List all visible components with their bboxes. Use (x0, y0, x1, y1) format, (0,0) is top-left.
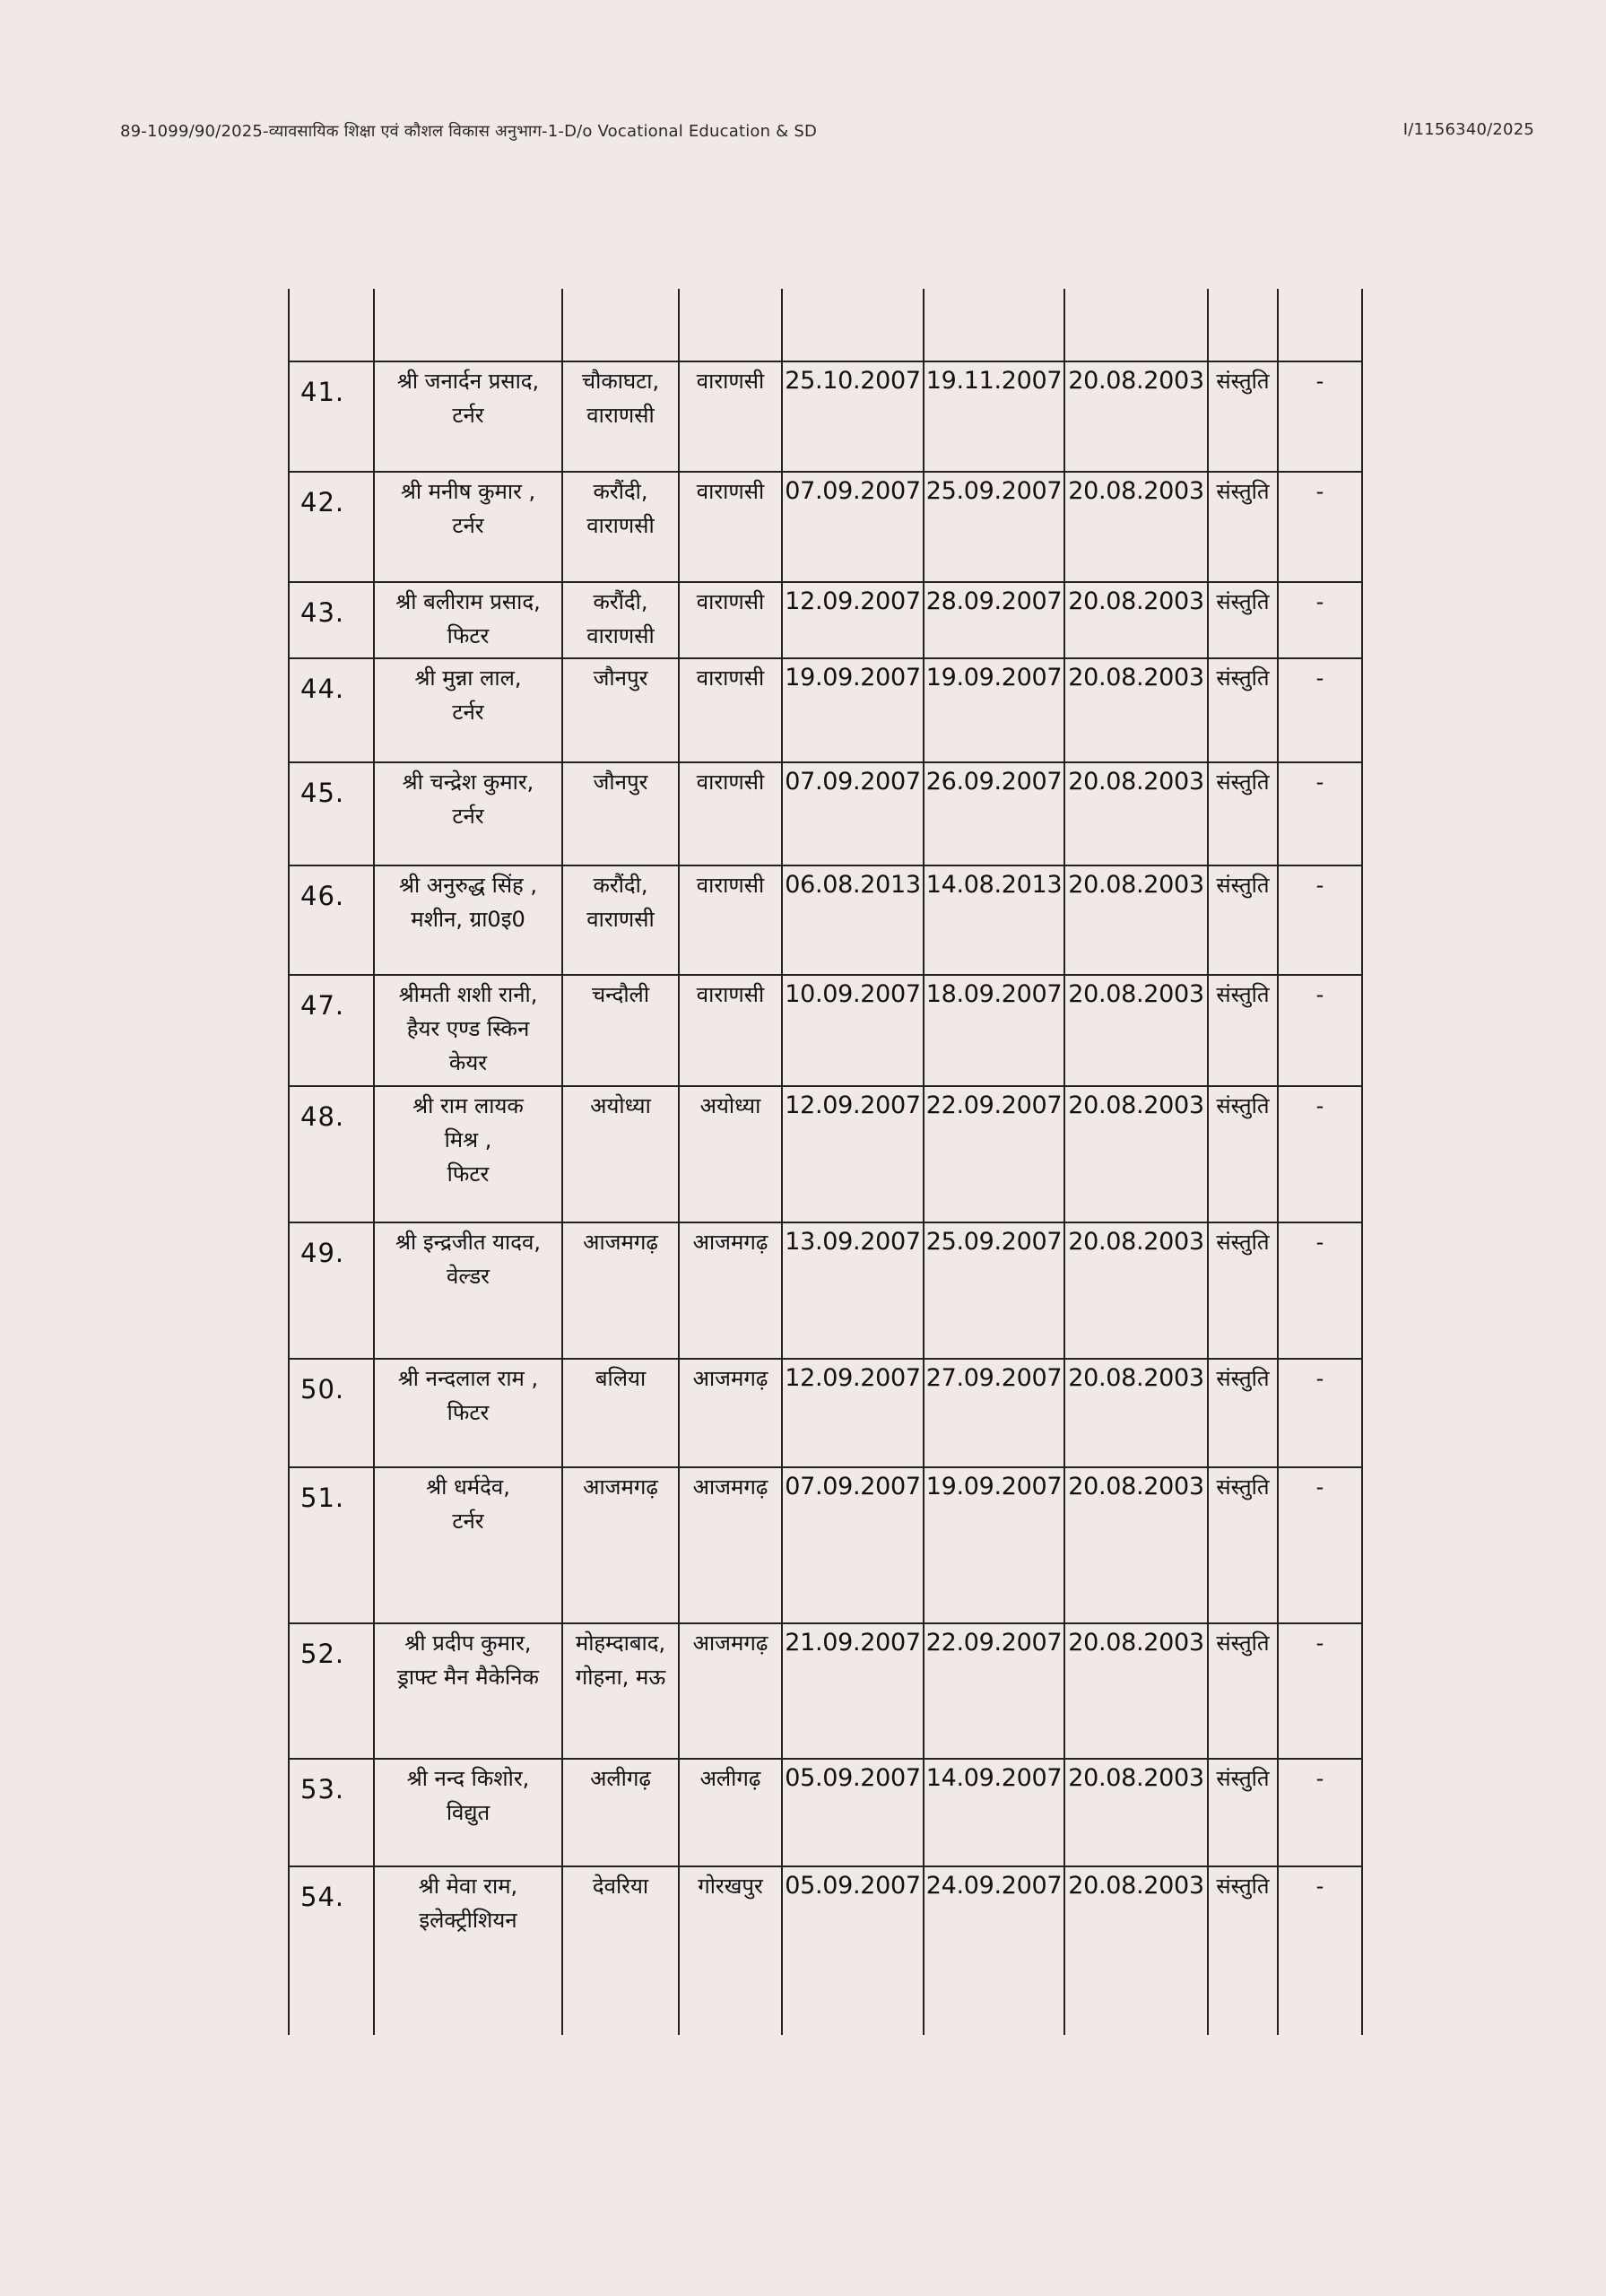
district: आजमगढ़ (679, 1222, 782, 1359)
table-row (289, 1866, 1362, 2035)
remark: - (1278, 1086, 1362, 1222)
place: करौंदी, (593, 873, 648, 898)
status: संस्तुति (1208, 472, 1278, 582)
place-cell (562, 975, 679, 1086)
trade: ड्राफ्ट मैन मैकेनिक (397, 1665, 539, 1690)
table-row (289, 865, 1362, 975)
date-2: 18.09.2007 (924, 975, 1064, 1086)
date-3: 20.08.2003 (1064, 1623, 1208, 1759)
place-cell (562, 1623, 679, 1759)
remark: - (1278, 1866, 1362, 2035)
table-row (289, 1359, 1362, 1467)
status: संस्तुति (1208, 361, 1278, 472)
table-row (289, 1467, 1362, 1623)
date-1: 10.09.2007 (782, 975, 924, 1086)
date-3: 20.08.2003 (1064, 865, 1208, 975)
records-table (288, 289, 1363, 2035)
remark: - (1278, 472, 1362, 582)
district: अयोध्या (679, 1086, 782, 1222)
district: वाराणसी (679, 582, 782, 658)
table-row (289, 1086, 1362, 1222)
place-cell (562, 472, 679, 582)
date-3: 20.08.2003 (1064, 658, 1208, 762)
place-cell (562, 1467, 679, 1623)
date-3: 20.08.2003 (1064, 582, 1208, 658)
remark: - (1278, 1623, 1362, 1759)
date-1: 07.09.2007 (782, 762, 924, 865)
place-cell (562, 1759, 679, 1866)
place: बलिया (595, 1366, 647, 1391)
table-row (289, 582, 1362, 658)
serial-number: 41. (289, 361, 374, 472)
serial-number: 42. (289, 472, 374, 582)
date-1: 21.09.2007 (782, 1623, 924, 1759)
status: संस्तुति (1208, 1467, 1278, 1623)
name-cell (374, 1359, 562, 1467)
status: संस्तुति (1208, 1222, 1278, 1359)
table-row (289, 1759, 1362, 1866)
person-name: श्री बलीराम प्रसाद, (395, 589, 541, 614)
remark: - (1278, 1359, 1362, 1467)
name-cell (374, 472, 562, 582)
trade: इलेक्ट्रीशियन (419, 1908, 517, 1933)
person-name: श्री चन्द्रेश कुमार, (402, 770, 534, 795)
serial-number: 46. (289, 865, 374, 975)
serial-number: 51. (289, 1467, 374, 1623)
date-1: 07.09.2007 (782, 1467, 924, 1623)
table-row (289, 1623, 1362, 1759)
remark: - (1278, 1222, 1362, 1359)
date-1: 05.09.2007 (782, 1759, 924, 1866)
serial-number: 52. (289, 1623, 374, 1759)
table-row (289, 472, 1362, 582)
trade: टर्नर (452, 1509, 484, 1534)
person-name: श्री नन्द किशोर, (406, 1766, 530, 1791)
date-2: 24.09.2007 (924, 1866, 1064, 2035)
date-1: 12.09.2007 (782, 1086, 924, 1222)
status: संस्तुति (1208, 865, 1278, 975)
serial-number: 54. (289, 1866, 374, 2035)
place: जौनपुर (593, 770, 648, 795)
document-id: I/1156340/2025 (1402, 120, 1534, 139)
place-cell (562, 361, 679, 472)
date-1: 13.09.2007 (782, 1222, 924, 1359)
trade: फिटर (447, 1161, 490, 1187)
status: संस्तुति (1208, 1759, 1278, 1866)
status: संस्तुति (1208, 1623, 1278, 1759)
person-name: श्री नन्दलाल राम , (397, 1366, 539, 1391)
district: आजमगढ़ (679, 1623, 782, 1759)
date-3: 20.08.2003 (1064, 361, 1208, 472)
date-3: 20.08.2003 (1064, 472, 1208, 582)
place: चन्दौली (591, 982, 650, 1007)
place-line2: वाराणसी (586, 513, 655, 538)
date-2: 14.08.2013 (924, 865, 1064, 975)
place-line2: गोहना, मऊ (575, 1665, 666, 1690)
place-cell (562, 1359, 679, 1467)
name-cell (374, 1222, 562, 1359)
trade: टर्नर (452, 403, 484, 428)
serial-number: 50. (289, 1359, 374, 1467)
person-name: श्री अनुरुद्ध सिंह , (398, 873, 538, 898)
serial-number: 45. (289, 762, 374, 865)
date-2: 19.09.2007 (924, 658, 1064, 762)
date-2: 28.09.2007 (924, 582, 1064, 658)
name-cell (374, 1759, 562, 1866)
date-1: 12.09.2007 (782, 582, 924, 658)
place-cell (562, 582, 679, 658)
name-cell (374, 975, 562, 1086)
district: वाराणसी (679, 975, 782, 1086)
trade: फिटर (447, 623, 490, 648)
name-cell (374, 582, 562, 658)
table-row (289, 658, 1362, 762)
place: जौनपुर (593, 665, 648, 691)
date-3: 20.08.2003 (1064, 1866, 1208, 2035)
place: करौंदी, (593, 479, 648, 504)
date-2: 22.09.2007 (924, 1623, 1064, 1759)
name-cell (374, 658, 562, 762)
place: अलीगढ़ (590, 1766, 651, 1791)
person-name: श्री मेवा राम, (418, 1874, 518, 1899)
status: संस्तुति (1208, 1866, 1278, 2035)
remark: - (1278, 582, 1362, 658)
district: वाराणसी (679, 762, 782, 865)
date-2: 19.11.2007 (924, 361, 1064, 472)
serial-number: 53. (289, 1759, 374, 1866)
date-2: 27.09.2007 (924, 1359, 1064, 1467)
date-3: 20.08.2003 (1064, 1222, 1208, 1359)
trade: मशीन, ग्रा0इ0 (411, 907, 525, 932)
table-row (289, 1222, 1362, 1359)
remark: - (1278, 658, 1362, 762)
status: संस्तुति (1208, 582, 1278, 658)
date-3: 20.08.2003 (1064, 1759, 1208, 1866)
district: आजमगढ़ (679, 1467, 782, 1623)
trade: विद्युत (446, 1800, 490, 1825)
place-cell (562, 658, 679, 762)
status: संस्तुति (1208, 975, 1278, 1086)
remark: - (1278, 865, 1362, 975)
name-cell (374, 762, 562, 865)
place: आजमगढ़ (583, 1474, 658, 1500)
date-2: 25.09.2007 (924, 472, 1064, 582)
date-1: 05.09.2007 (782, 1866, 924, 2035)
date-2: 25.09.2007 (924, 1222, 1064, 1359)
trade: वेल्डर (447, 1264, 490, 1289)
district: वाराणसी (679, 658, 782, 762)
place-cell (562, 1866, 679, 2035)
place-cell (562, 1222, 679, 1359)
date-3: 20.08.2003 (1064, 1359, 1208, 1467)
person-name: श्री राम लायक (412, 1093, 524, 1118)
place-line2: वाराणसी (586, 623, 655, 648)
date-1: 19.09.2007 (782, 658, 924, 762)
trade: टर्नर (452, 804, 484, 829)
place-cell (562, 762, 679, 865)
place-cell (562, 1086, 679, 1222)
table-row (289, 975, 1362, 1086)
serial-number: 47. (289, 975, 374, 1086)
status: संस्तुति (1208, 762, 1278, 865)
file-reference: 89-1099/90/2025-व्यावसायिक शिक्षा एवं कौशल विकास अनुभाग-1-D/o Vocational Education & SD (120, 122, 818, 141)
trade-line2: केयर (448, 1050, 488, 1075)
name-cell (374, 1866, 562, 2035)
serial-number: 48. (289, 1086, 374, 1222)
place: आजमगढ़ (583, 1230, 658, 1255)
district: वाराणसी (679, 361, 782, 472)
trade: टर्नर (452, 700, 484, 725)
date-2: 14.09.2007 (924, 1759, 1064, 1866)
district: वाराणसी (679, 472, 782, 582)
place: करौंदी, (593, 589, 648, 614)
place-cell (562, 865, 679, 975)
serial-number: 49. (289, 1222, 374, 1359)
date-3: 20.08.2003 (1064, 975, 1208, 1086)
person-name: श्रीमती शशी रानी, (398, 982, 538, 1007)
date-3: 20.08.2003 (1064, 762, 1208, 865)
name-cell (374, 865, 562, 975)
place: अयोध्या (590, 1093, 651, 1118)
remark: - (1278, 1759, 1362, 1866)
district: वाराणसी (679, 865, 782, 975)
date-1: 06.08.2013 (782, 865, 924, 975)
name-cell (374, 1086, 562, 1222)
name-cell (374, 361, 562, 472)
status: संस्तुति (1208, 1086, 1278, 1222)
district: गोरखपुर (679, 1866, 782, 2035)
trade: टर्नर (452, 513, 484, 538)
person-name: श्री जनार्दन प्रसाद, (396, 369, 540, 394)
person-name: श्री प्रदीप कुमार, (404, 1631, 532, 1656)
district: अलीगढ़ (679, 1759, 782, 1866)
date-2: 26.09.2007 (924, 762, 1064, 865)
person-name: श्री मनीष कुमार , (400, 479, 536, 504)
table-row (289, 361, 1362, 472)
place-line2: वाराणसी (586, 907, 655, 932)
person-name: श्री मुन्ना लाल, (414, 665, 522, 691)
remark: - (1278, 361, 1362, 472)
trade: हैयर एण्ड स्किन (406, 1016, 530, 1041)
serial-number: 44. (289, 658, 374, 762)
date-3: 20.08.2003 (1064, 1467, 1208, 1623)
place-line2: वाराणसी (586, 403, 655, 428)
remark: - (1278, 762, 1362, 865)
date-2: 22.09.2007 (924, 1086, 1064, 1222)
name-cell (374, 1623, 562, 1759)
date-1: 12.09.2007 (782, 1359, 924, 1467)
date-2: 19.09.2007 (924, 1467, 1064, 1623)
person-name: श्री इन्द्रजीत यादव, (395, 1230, 541, 1255)
table-top-stub (289, 289, 1362, 361)
place: चौकाघटा, (581, 369, 660, 394)
status: संस्तुति (1208, 1359, 1278, 1467)
remark: - (1278, 975, 1362, 1086)
place: देवरिया (592, 1874, 649, 1899)
remark: - (1278, 1467, 1362, 1623)
name-cell (374, 1467, 562, 1623)
place: मोहम्दाबाद, (575, 1631, 666, 1656)
trade: फिटर (447, 1400, 490, 1425)
table-row (289, 762, 1362, 865)
date-1: 07.09.2007 (782, 472, 924, 582)
person-name: श्री धर्मदेव, (426, 1474, 510, 1500)
date-3: 20.08.2003 (1064, 1086, 1208, 1222)
date-1: 25.10.2007 (782, 361, 924, 472)
district: आजमगढ़ (679, 1359, 782, 1467)
status: संस्तुति (1208, 658, 1278, 762)
serial-number: 43. (289, 582, 374, 658)
person-name-line2: मिश्र , (444, 1127, 492, 1152)
